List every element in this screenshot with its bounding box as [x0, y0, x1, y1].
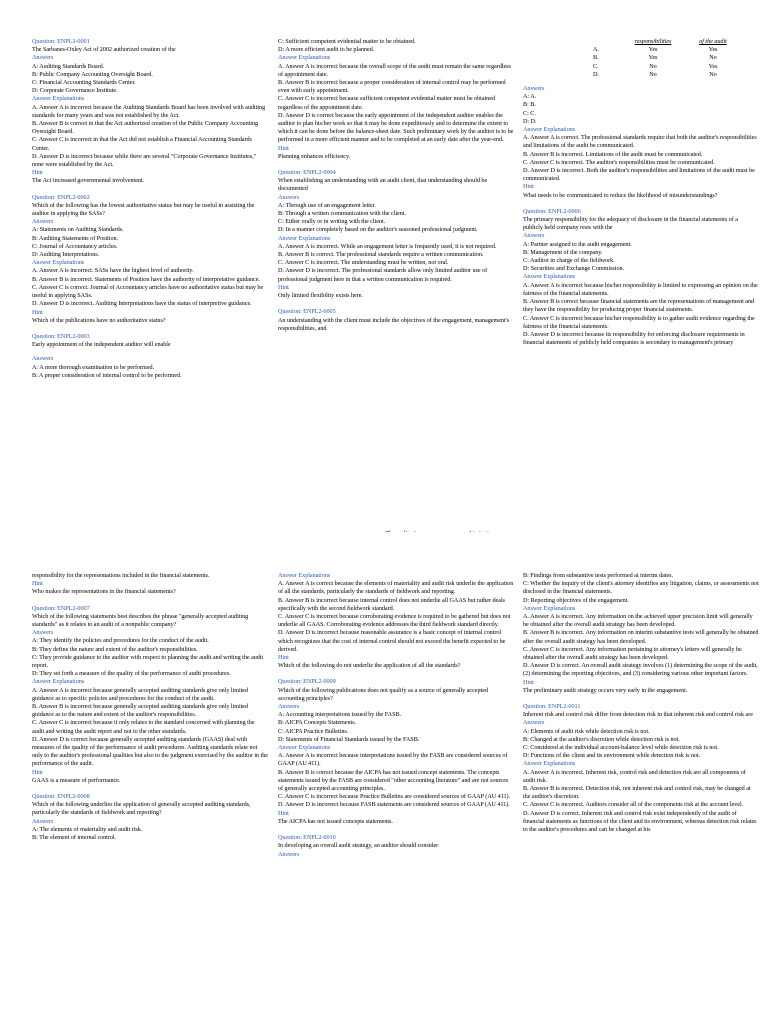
table-cell: No: [649, 62, 657, 70]
text-line: D: A more efficient audit to be planned.: [278, 46, 375, 54]
text-line: D: Reporting objectives of the engagement.: [523, 596, 629, 604]
table-cell: Yes: [708, 62, 718, 70]
question-heading: Question: ENPL2-0011: [523, 703, 581, 711]
text-line: A: Through use of an engagement letter.: [278, 201, 376, 209]
text-line: D: D.: [523, 117, 537, 125]
text-line: A: Elements of audit risk while detection risk is not.: [523, 727, 650, 735]
text-line: An understanding with the client must include the objectives of the engagement, management's responsibilities, and: [278, 316, 510, 332]
text-line: When establishing an understanding with an audit client, that understanding should be documented: [278, 177, 488, 193]
text-line: Who makes the representations in the financial statements?: [32, 588, 176, 596]
text-line: C. Answer C is incorrect. Auditors consider all of the components risk at the account level.: [523, 801, 744, 809]
text-line: C: Considered at the individual account-balance level while detection risk is not.: [523, 744, 719, 752]
section-label: Answer Explanations: [278, 744, 331, 752]
page-top: [0, 38, 768, 538]
question-heading: Question: ENPL2-0007: [32, 604, 90, 612]
page-bottom: [0, 572, 768, 1024]
text-line: B: They define the nature and extent of the auditor's responsibilities.: [32, 645, 198, 653]
text-line: A: Auditing Standards Board.: [32, 62, 105, 70]
table-row: [523, 54, 743, 62]
text-line: A: They identify the policies and procedures for the conduct of the audit.: [32, 637, 209, 645]
text-line: D: Functions of the client and its environment while detection risk is not.: [523, 752, 701, 760]
section-label: Hint: [278, 283, 289, 291]
column-3: [523, 572, 759, 1024]
text-line: B. Answer B is correct in that the Act authorized creation of the Public Company Accounting Oversight Board.: [32, 120, 259, 136]
text-line: What needs to be communicated to reduce the likelihood of misunderstandings?: [523, 191, 718, 199]
section-label: Answer Explanations: [523, 273, 576, 281]
text-line: Which of the publications have no authoritative status?: [32, 316, 166, 324]
section-label: Answers: [32, 218, 54, 226]
text-line: A: Statements on Auditing Standards.: [32, 226, 124, 234]
text-line: A. Answer A is incorrect because generally accepted auditing standards give only limited guidance as to specific policies and procedures for the conduct of the audit.: [32, 686, 249, 702]
text-line: D. Answer D is incorrect because reasonable assurance is a basic concept of internal control which recognizes that the cost of internal control should not exceed the benefit expected to be derived.: [278, 629, 506, 653]
text-line: B. Answer B is incorrect because internal control does not underlie all GAAS but rather deals specifically with the second fieldwork standard.: [278, 596, 505, 612]
text-line: The Act increased governmental involvement.: [32, 177, 145, 185]
text-line: In developing an overall audit strategy, an auditor should consider: [278, 842, 439, 850]
text-line: Which of the following publications does not qualify as a source of generally accepted accounting principles?: [278, 686, 488, 702]
table-row: [523, 46, 743, 54]
section-label: Hint: [32, 768, 43, 776]
text-line: D: In a manner completely based on the auditor's seasoned professional judgment.: [278, 226, 478, 234]
text-line: A: The elements of materiality and audit risk.: [32, 825, 143, 833]
text-line: A. Answer A is incorrect. While an engagement letter is frequently used, it is not required.: [278, 242, 497, 250]
table-header-responsibilities: responsibilities: [634, 38, 672, 45]
question-heading: Question: ENPL2-0002: [32, 193, 90, 201]
text-line: Which of the following underlies the application of generally accepted auditing standards, particularly the standards of fieldwork and reporting?: [32, 801, 251, 817]
table-cell: D.: [593, 70, 599, 78]
text-line: B: A proper consideration of internal control to be performed.: [32, 371, 182, 379]
text-line: Which of the following statements best describes the phrase "generally accepted auditing standards" as it relates to an audit of a nonpublic company?: [32, 612, 249, 629]
text-line: C. Answer C is incorrect. The understanding must be written, not oral.: [278, 259, 449, 267]
text-line: GAAS is a measure of performance.: [32, 776, 121, 784]
table-cell: No: [709, 54, 717, 62]
column-1: [32, 572, 268, 1024]
text-line: B. Answer B is correct because the AICPA has not issued concept statements. The concepts statements issued by the FASB are considered "other accounting literature" and are not sources of generally accepted accounting principles.: [278, 768, 509, 793]
section-label: Hint: [278, 144, 289, 152]
section-label: Answers: [523, 85, 545, 93]
question-heading: Question: ENPL2-0008: [32, 793, 90, 801]
section-label: Answers: [32, 54, 54, 62]
text-line: The primary responsibility for the adequacy of disclosure in the financial statements of a publicly held company rests with the: [523, 216, 738, 232]
column-2: [278, 572, 514, 1024]
section-label: Hint: [32, 580, 43, 588]
text-line: A. Answer A is incorrect because the Auditing Standards Board has been involved with auditing standards for many years and was not established by the Act.: [32, 103, 266, 119]
section-label: Answer Explanations: [32, 678, 85, 686]
section-label: Hint: [32, 308, 43, 316]
section-label: Hint: [278, 654, 289, 662]
text-line: B: Through a written communication with the client.: [278, 210, 406, 218]
section-label: Answers: [32, 817, 54, 825]
text-line: B: B.: [523, 101, 536, 109]
text-line: Inherent risk and control risk differ from detection risk in that inherent risk and control risk are: [523, 711, 753, 719]
text-line: B. Answer B is incorrect. Any information on interim substantive tests will generally be obtained after the overall audit strategy has been developed.: [523, 629, 759, 645]
text-line: A: A more thorough examination to be performed.: [32, 363, 155, 371]
text-line: B. Answer B is correct. The professional standards require a written communication.: [278, 251, 484, 259]
section-label: Answer Explanations: [278, 572, 331, 579]
text-line: A: Partner assigned to the audit engagement.: [523, 240, 632, 248]
text-line: C: They provide guidance to the auditor with respect to planning the audit and writing the audit report.: [32, 653, 264, 670]
question-heading: Question: ENPL2-0001: [32, 38, 90, 45]
section-label: Answer Explanations: [278, 54, 331, 62]
text-line: B. Answer B is incorrect. Limitations of the audit must be communicated.: [523, 150, 703, 158]
question-heading: Question: ENPL2-0004: [278, 169, 336, 177]
section-label: Hint: [32, 169, 43, 177]
table-row: [523, 63, 743, 71]
text-line: D: Statements of Financial Standards issued by the FASB.: [278, 735, 420, 743]
text-line: B: Auditing Statements of Position.: [32, 234, 119, 242]
section-label: Answers: [523, 232, 545, 240]
table-cell: C.: [593, 62, 599, 70]
table-cell: Yes: [648, 46, 658, 54]
text-line: D. Answer D is correct because generally accepted auditing standards (GAAS) deal with measures of the quality of the performance of audit procedures. Auditing standards relate not only to the auditor's professional qualities but also to the judgment exercised by the auditor in the performance of the audit.: [32, 735, 268, 768]
text-line: B: AICPA Concepts Statements.: [278, 719, 357, 727]
text-line: C. Answer C is incorrect because corroborating evidence is required to be gathered but does not underlie all GAAS. Corroborating evidence addresses the third fieldwork standard directly.: [278, 613, 511, 629]
text-line: A. Answer A is incorrect. SASs have the highest level of authority.: [32, 267, 194, 275]
text-line: C: Either orally or in writing with the client.: [278, 218, 386, 226]
text-line: B. Answer B is incorrect because generally accepted auditing standards give only limited guidance as to the nature and extent of the auditor's responsibilities.: [32, 703, 249, 719]
question-heading: Question: ENPL2-0006: [523, 207, 581, 215]
column-2: [278, 38, 514, 538]
text-line: Which of the following do not underlie the application of all the standards?: [278, 662, 461, 670]
text-line: C. Answer C is incorrect because sufficient competent evidential matter must be obtained regardless of the appointment date.: [278, 95, 495, 111]
table-header-of-the-audit: of the audit: [699, 38, 727, 45]
section-label: Answer Explanations: [32, 259, 85, 267]
page-gap: [0, 532, 768, 572]
text-line: Planning enhances efficiency.: [278, 152, 351, 160]
text-line: C. Answer C is correct. Journal of Accountancy articles have no authoritative status but may be useful in applying SASs.: [32, 283, 264, 300]
text-line: C. Answer C is incorrect in that the Act did not establish a Financial Accounting Standards Center.: [32, 136, 252, 152]
table-cell: Yes: [708, 46, 718, 54]
section-label: Answers: [278, 193, 300, 201]
question-heading: Question: ENPL2-0010: [278, 834, 336, 842]
text-line: D. Answer D is correct because the early appointment of the independent auditor enables the auditor to plan his/her work so that it may be done expeditiously and to determine the extent to which it can be done before the balance-sheet date. Such preliminary work by the auditor is to be performed in a more efficient manner and to be completed at an early date after the year-end.: [278, 111, 514, 144]
responsibility-table: [523, 38, 743, 79]
section-label: Hint: [278, 809, 289, 817]
text-line: B. Answer B is incorrect because a proper consideration of internal control may be performed even with early appointment.: [278, 79, 506, 95]
text-line: C: Journal of Accountancy articles.: [32, 242, 118, 250]
text-line: responsibility for the representations included in the financial statements.: [32, 572, 210, 579]
question-heading: Question: ENPL2-0005: [278, 308, 336, 316]
text-line: C: AICPA Practice Bulletins.: [278, 727, 349, 735]
text-line: B: The element of internal control.: [32, 834, 117, 842]
section-label: Hint: [523, 183, 534, 191]
text-line: A: A.: [523, 93, 537, 101]
text-line: B: Findings from substantive tests performed at interim dates.: [523, 572, 674, 579]
table-cell: No: [649, 70, 657, 78]
section-label: Answers: [278, 703, 300, 711]
text-line: D: Auditing Interpretations.: [32, 251, 100, 259]
section-label: Hint: [523, 678, 534, 686]
text-line: D. Answer D is correct. Inherent risk and control risk exist independently of the audit of financial statements as functions of the client and its environment, whereas detection risk relates to the auditor's procedures and can be changed at his: [523, 809, 757, 834]
text-line: D: Securities and Exchange Commission.: [523, 265, 625, 273]
text-line: C: Financial Accounting Standards Center.: [32, 79, 136, 87]
text-line: A. Answer A is correct. The professional standards require that both the auditor's responsibilities and limitations of the audit be communicated.: [523, 134, 757, 150]
text-line: D. Answer D is correct. An overall audit strategy involves (1) determining the scope of the audit, (2) determining the reporting objectives, and (3) considering various other important factors.: [523, 662, 758, 678]
text-line: D: Corporate Governance Institute.: [32, 87, 118, 95]
section-label: Answer Explanations: [523, 126, 576, 134]
table-row: [523, 71, 743, 79]
text-line: B: Public Company Accounting Oversight Board.: [32, 70, 153, 78]
section-label: Answers: [278, 850, 300, 858]
section-label: Answers: [523, 719, 545, 727]
text-line: A. Answer A is incorrect because the overall scope of the audit must remain the same regardless of appointment date.: [278, 62, 511, 78]
text-line: D. Answer D is incorrect. Auditing Interpretations have the status of interpretive guidance.: [32, 300, 252, 308]
text-line: B: Changed at the auditor's discretion while detection risk is not.: [523, 735, 680, 743]
section-label: Answers: [32, 629, 54, 637]
text-line: A. Answer A is correct because the elements of materiality and audit risk underlie the application of all the standards, particularly the standards of fieldwork and reporting.: [278, 580, 514, 596]
text-line: A. Answer A is incorrect. Inherent risk, control risk and detection risk are all components of audit risk.: [523, 768, 746, 784]
text-line: C. Answer C is incorrect. Any information pertaining to attorney's letters will generally be obtained after the overall audit strategy has been developed.: [523, 645, 742, 662]
text-line: Only limited flexibility exists here.: [278, 292, 363, 300]
table-cell: No: [709, 70, 717, 78]
text-line: Which of the following has the lowest authoritative status but may be useful in assisting the auditor in applying the SASs?: [32, 201, 255, 218]
text-line: B. Answer B is correct because financial statements are the representations of management and they have the responsibility for producing proper financial statements.: [523, 298, 755, 314]
text-line: B: Management of the company.: [523, 248, 603, 256]
text-line: C: Auditor in charge of the fieldwork.: [523, 257, 615, 265]
text-line: A. Answer A is incorrect because his/her responsibility is limited to expressing an opinion on the fairness of the financial statements.: [523, 281, 758, 297]
text-line: C. Answer C is incorrect because his/her responsibility is to gather audit evidence regarding the fairness of the financial statements.: [523, 314, 755, 330]
text-line: The Sarbanes-Oxley Act of 2002 authorized creation of the: [32, 46, 176, 54]
text-line: The preliminary audit strategy occurs very early in the engagement.: [523, 686, 688, 694]
text-line: C. Answer C is incorrect because Practice Bulletins are considered sources of GAAP (AU 411).: [278, 793, 511, 801]
text-line: D. Answer D is incorrect. Both the auditor's responsibilities and limitations of the audit must be communicated.: [523, 167, 755, 183]
text-line: C. Answer C is incorrect. The auditor's responsibilities must be communicated.: [523, 158, 715, 166]
section-label: Answer Explanations: [278, 234, 331, 242]
text-line: D: They set forth a measure of the quality of the performance of audit procedures.: [32, 670, 231, 678]
text-line: B. Answer B is incorrect. Statements of Position have the authority of interpretative guidance.: [32, 275, 260, 283]
text-line: A: Accounting interpretations issued by the FASB.: [278, 711, 402, 719]
text-line: D. Answer D is incorrect because while there are several "Corporate Governance Institutes," none were established by the Act.: [32, 152, 257, 169]
column-1: [32, 38, 268, 538]
text-line: C: C.: [523, 109, 536, 117]
text-line: A. Answer A is incorrect because interpretations issued by the FASB are considered sources of GAAP (AU 411).: [278, 752, 508, 768]
table-cell: A.: [593, 46, 599, 54]
text-line: C: Sufficient competent evidential matter to be obtained.: [278, 38, 416, 45]
section-label: Answer Explanations: [32, 95, 85, 103]
text-line: C. Answer C is incorrect because it only relates to the standard concerned with planning the audit and writing the audit report and not to the other standards.: [32, 719, 255, 735]
text-line: C: Whether the inquiry of the client's attorney identifies any litigation, claims, or assessments not disclosed in the financial statements.: [523, 580, 759, 596]
text-line: The AICPA has not issued concepts statements.: [278, 817, 393, 825]
section-label: Answers: [32, 355, 54, 363]
text-line: D. Answer D is incorrect because its responsibility for enforcing disclosure requirements in financial statements of publicly held companies is secondary to management's primary: [523, 330, 745, 347]
text-line: A. Answer A is incorrect. Any information on the achieved upper precision limit will generally be obtained after the overall audit strategy has been developed.: [523, 613, 753, 629]
section-label: Answer Explanations: [523, 760, 576, 768]
section-label: Answer Explanations: [523, 604, 576, 612]
text-line: B. Answer B is incorrect. Detection risk, not inherent risk and control risk, may be changed at the auditor's discretion.: [523, 785, 751, 801]
question-heading: Question: ENPL2-0003: [32, 332, 90, 340]
table-cell: B.: [593, 54, 599, 62]
text-line: D. Answer D is incorrect because FASB statements are considered sources of GAAP (AU 411).: [278, 801, 510, 809]
table-cell: Yes: [648, 54, 658, 62]
text-line: D. Answer D is incorrect. The professional standards allow only limited auditor use of professional judgment here in that a written communication is required.: [278, 267, 488, 283]
column-3: [523, 38, 759, 538]
question-heading: Question: ENPL2-0009: [278, 678, 336, 686]
text-line: Early appointment of the independent auditor will enable: [32, 341, 171, 349]
